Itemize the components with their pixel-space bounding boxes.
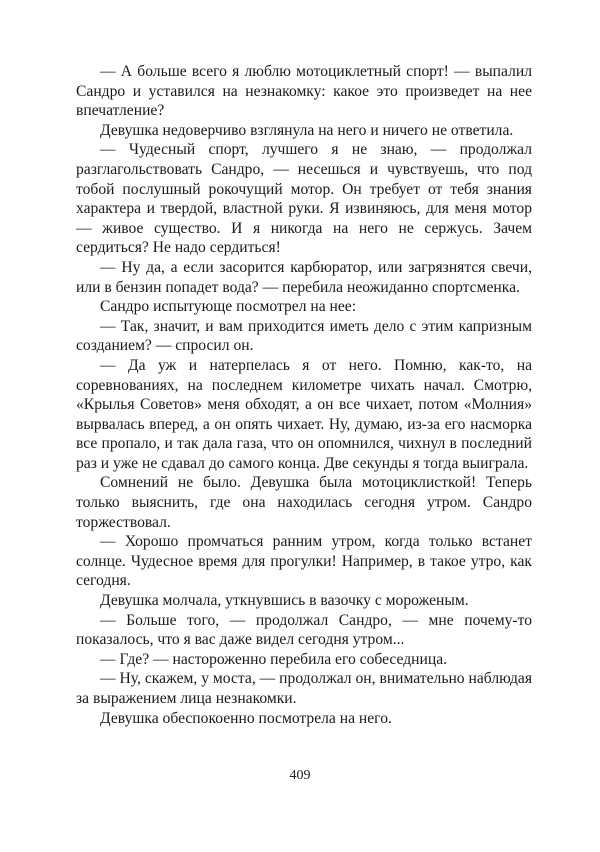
paragraph-1: — А больше всего я люблю мотоциклетный спорт! — выпалил Сандро и уставился на незнакомку: какое это произведет на нее впечатление? (76, 63, 532, 120)
paragraph-3: — Чудесный спорт, лучшего я не знаю, — продолжал разглагольствовать Сандро, — несешься и чувствуешь, что под тобой послушный рокочущий мотор. Он требует от тебя знания характера и твердой, властной руки. Я извиняюсь, для меня мотор — живое существо. И я никогда на него не сержусь. Зачем сердиться? Не надо сердиться! (76, 141, 532, 257)
page-number: 409 (289, 768, 311, 783)
paragraph-6: — Так, значит, и вам приходится иметь дело с этим капризным созданием? — спросил он. (76, 317, 532, 355)
paragraph-2: Девушка недоверчиво взглянула на него и ничего не ответила. (100, 121, 514, 139)
paragraph-10: Девушка молчала, уткнувшись в вазочку с мороженым. (100, 592, 469, 610)
paragraph-8: Сомнений не было. Девушка была мотоциклисткой! Теперь только выяснить, где она находилась сегодня утром. Сандро торжествовал. (76, 474, 532, 531)
paragraph-7: — Да уж и натерпелась я от него. Помню, как-то, на соревнованиях, на последнем километре чихать начал. Смотрю, «Крылья Советов» меня обходят, а он все чихает, потом «Молния» вырвалась вперед, а он опять чихает. Ну, думаю, из-за его насморка все пропало, и так дала газа, что он опомнился, чихнул в последний раз и уже не сдавал до самого конца. Две секунды я тогда выиграла. (76, 356, 532, 472)
paragraph-4: — Ну да, а если засорится карбюратор, или загрязнятся свечи, или в бензин попадет вода? — перебила неожиданно спортсменка. (76, 258, 532, 296)
paragraph-5: Сандро испытующе посмотрел на нее: (100, 298, 357, 316)
paragraph-9: — Хорошо промчаться ранним утром, когда только встанет солнце. Чудесное время для прогулки! Например, в такое утро, как сегодня. (76, 533, 532, 590)
paragraph-11: — Больше того, — продолжал Сандро, — мне почему-то показалось, что я вас даже видел сегодня утром... (76, 611, 532, 649)
body-text (76, 62, 532, 728)
paragraph-14: Девушка обеспокоенно посмотрела на него. (100, 709, 392, 727)
paragraph-12: — Где? — настороженно перебила его собеседница. (100, 650, 448, 668)
paragraph-13: — Ну, скажем, у моста, — продолжал он, внимательно наблюдая за выражением лица незнакомки. (76, 670, 532, 707)
